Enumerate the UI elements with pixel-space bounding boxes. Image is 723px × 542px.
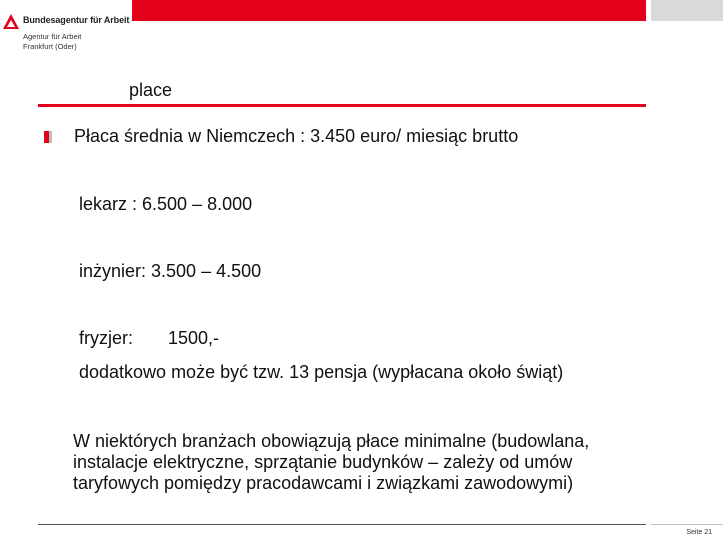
- salary-engineer: inżynier: 3.500 – 4.500: [79, 261, 262, 281]
- agency-location: Frankfurt (Oder): [23, 42, 77, 51]
- agency-subtitle: Agentur für Arbeit: [23, 32, 82, 41]
- paragraph-line: taryfowych pomiędzy pracodawcami i związkami zawodowymi): [73, 473, 574, 493]
- agency-name: Bundesagentur für Arbeit: [23, 15, 130, 25]
- slide-title: place: [129, 80, 173, 100]
- paragraph-line: W niektórych branżach obowiązują płace minimalne (budowlana,: [73, 431, 590, 451]
- agency-logo-icon: [2, 13, 20, 31]
- footer-grey-divider: [651, 524, 723, 525]
- salary-hairdresser-value: 1500,-: [168, 328, 220, 348]
- agency-logo: [2, 13, 132, 57]
- main-point-average-salary: Płaca średnia w Niemczech : 3.450 euro/ miesiąc brutto: [74, 126, 519, 146]
- header-grey-bar: [651, 0, 723, 21]
- salary-hairdresser-label: fryzjer:: [79, 328, 133, 348]
- salary-doctor: lekarz : 6.500 – 8.000: [79, 194, 253, 214]
- footer-divider: [38, 524, 646, 525]
- bullet-icon: [44, 131, 52, 143]
- header-accent-bar: [132, 0, 646, 21]
- page-number: Seite 21: [686, 529, 712, 536]
- paragraph-line: instalacje elektryczne, sprzątanie budynków – zależy od umów: [73, 452, 573, 472]
- minimum-wage-paragraph: [73, 431, 673, 494]
- thirteenth-salary-note: dodatkowo może być tzw. 13 pensja (wypłacana około świąt): [79, 362, 564, 382]
- title-divider: [38, 104, 646, 107]
